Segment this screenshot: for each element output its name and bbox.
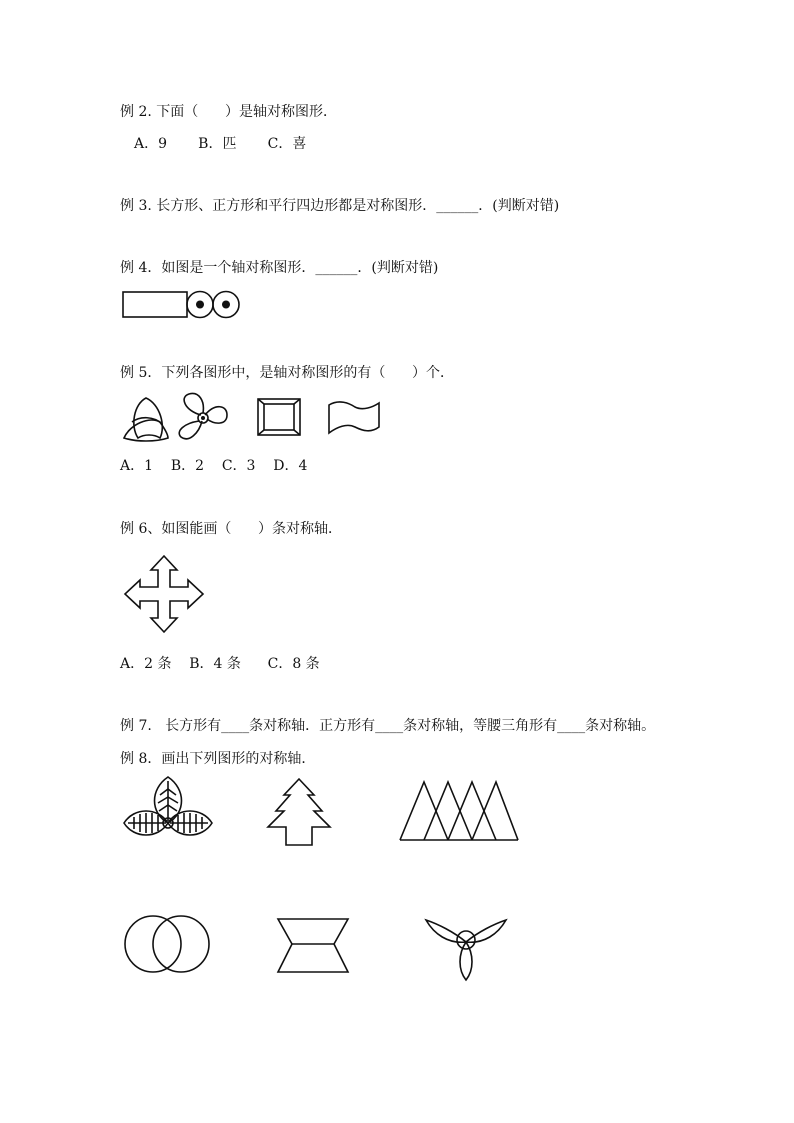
question-2-stem: 例 2. 下面（ ）是轴对称图形． [120,104,337,120]
question-5-stem: 例 5．下列各图形中，是轴对称图形的有（ ）个． [120,365,455,381]
two-circles-icon [123,912,213,976]
question-5-options: A．1 B．2 C．3 D．4 [120,458,308,474]
waving-flag-icon [325,399,383,437]
question-8-stem: 例 8．画出下列图形的对称轴． [120,751,316,767]
tree-arrow-icon [266,777,332,847]
question-2-options: A．9 B．匹 C．喜 [134,136,307,152]
question-3-stem: 例 3. 长方形、正方形和平行四边形都是对称图形．______．(判断对错) [120,198,560,214]
question-7-stem: 例 7. 长方形有____条对称轴．正方形有____条对称轴，等腰三角形有____条对称轴。 [120,718,656,734]
three-petal-flower-icon [424,914,508,982]
four-way-arrow-icon [123,554,205,634]
question-6-stem: 例 6、如图能画（ ）条对称轴． [120,521,343,537]
square-frame-icon [256,397,302,437]
hourglass-trapezoid-icon [276,917,350,975]
rectangle-with-two-circles-figure [121,289,243,321]
overlapping-triangles-icon [398,780,520,842]
three-leaves-icon [120,773,216,847]
question-4-stem: 例 4．如图是一个轴对称图形．______．(判断对错) [120,260,439,276]
fan-propeller-icon [175,391,231,445]
question-6-options: A．2 条 B．4 条 C．8 条 [120,656,320,672]
trefoil-knot-icon [120,394,172,444]
